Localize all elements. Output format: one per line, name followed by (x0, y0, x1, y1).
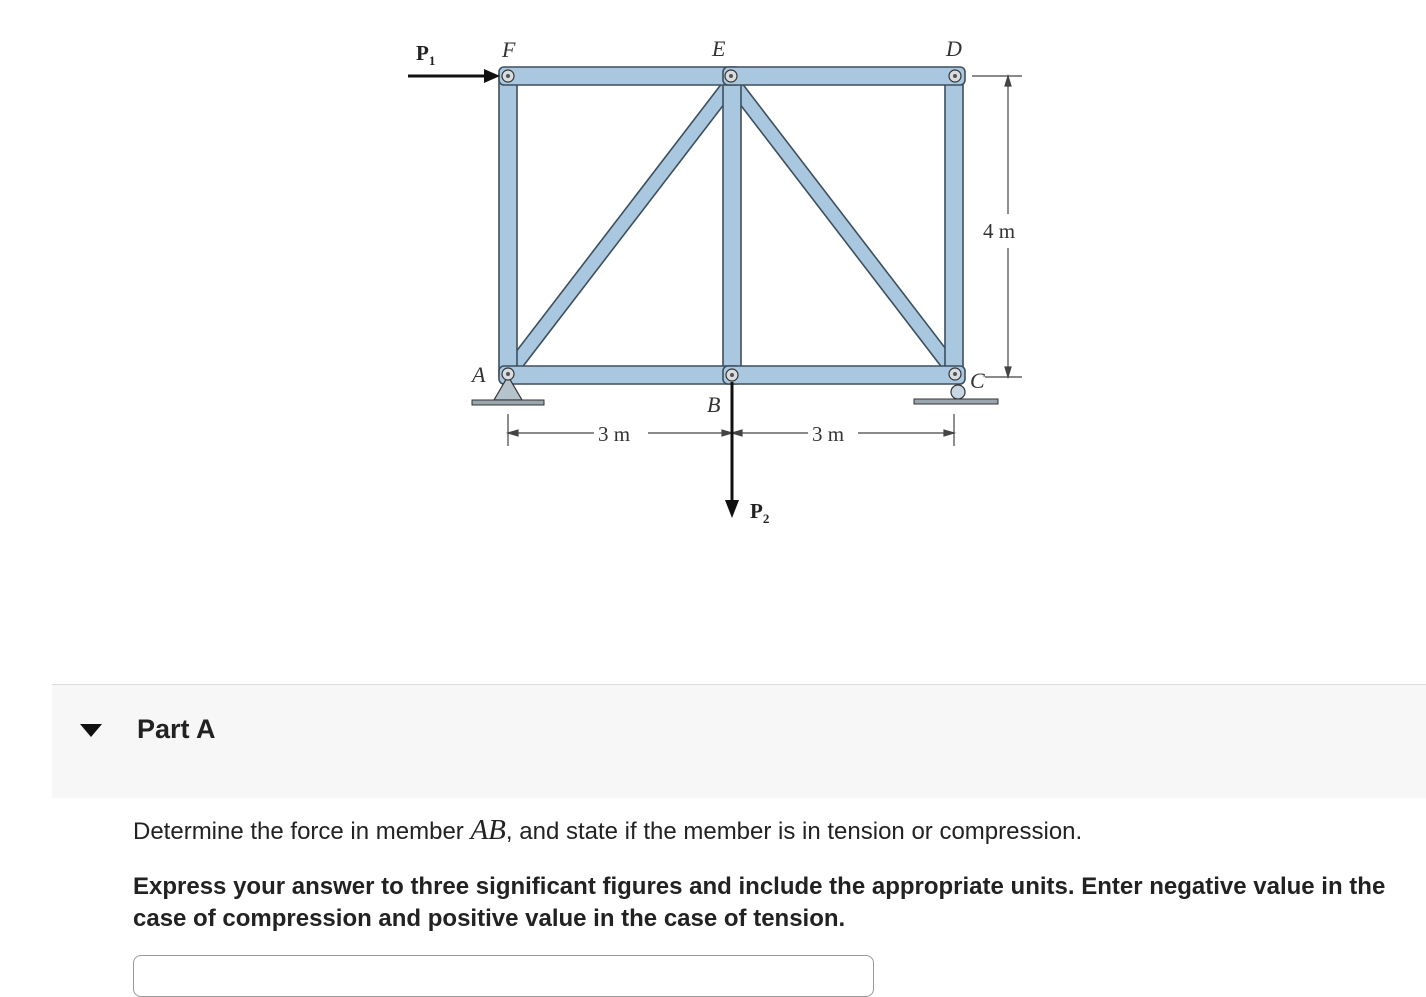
member-BC (723, 366, 965, 384)
member-math: AB (470, 814, 506, 846)
dimension-label-left: 3 m (598, 422, 631, 446)
part-title[interactable]: Part A (137, 714, 216, 744)
roller-support-C (914, 385, 998, 404)
member-AB (499, 366, 741, 384)
member-ED (723, 67, 965, 85)
load-label-P2: $P_2$ (750, 499, 770, 526)
vertical-members (499, 74, 963, 376)
question-text (133, 814, 1082, 847)
dimension-label-right: 3 m (812, 422, 845, 446)
member-EC (726, 78, 962, 378)
answer-instructions: Express your answer to three significant figures and include the appropriate units. Enter negative value in the case of compression and positive value in the case of tension. (133, 873, 1386, 932)
joint-label-D: D (946, 36, 962, 61)
load-label-P1: $P_1$ (416, 41, 436, 68)
dimension-label-height: 4 m (983, 219, 1016, 243)
member-DC (945, 74, 963, 376)
load-arrow-P2 (725, 382, 739, 518)
part-a-header[interactable] (52, 684, 1426, 798)
joint-label-F: F (502, 37, 516, 62)
question-suffix: , and state if the member is in tension or compression. (505, 818, 1083, 845)
question-prefix: Determine the force in member (133, 818, 471, 845)
member-AE (502, 78, 738, 378)
collapse-triangle-icon[interactable] (80, 724, 102, 737)
joint-label-B: B (707, 392, 721, 417)
joint-label-A: A (472, 362, 486, 387)
member-EB (723, 74, 741, 376)
load-arrow-P1 (408, 69, 500, 83)
member-FE (499, 67, 741, 85)
member-AF (499, 74, 517, 376)
joint-label-E: E (712, 36, 726, 61)
joint-label-C: C (970, 368, 985, 393)
answer-input-box[interactable] (133, 955, 874, 997)
